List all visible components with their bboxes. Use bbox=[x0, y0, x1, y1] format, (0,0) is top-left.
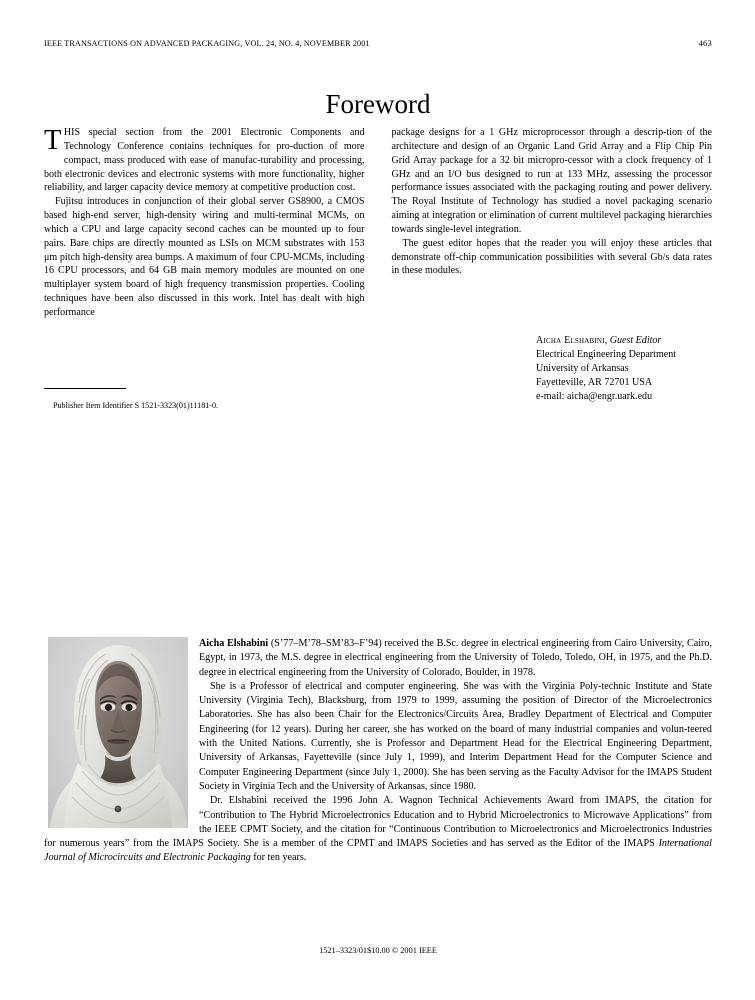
signature-department: Electrical Engineering Department bbox=[536, 349, 677, 361]
foreword-paragraph-4: The guest editor hopes that the reader you will enjoy these articles that demonstrate off-chip communication possibilities with several Gb/s data rates in these modules. bbox=[391, 237, 712, 277]
footnote-rule bbox=[44, 388, 126, 389]
foreword-column-right bbox=[392, 126, 713, 320]
signature-address: Fayetteville, AR 72701 USA bbox=[536, 377, 653, 389]
foreword-paragraph-1 bbox=[44, 126, 365, 195]
footnote-block bbox=[44, 388, 364, 411]
signature-email: e-mail: aicha@engr.uark.edu bbox=[536, 391, 653, 403]
page-content bbox=[44, 0, 712, 1000]
biography-paragraph-3-part-b: for ten years. bbox=[250, 852, 307, 864]
foreword-column-left bbox=[44, 126, 365, 320]
signature-block bbox=[536, 334, 755, 404]
signature-role: , Guest Editor bbox=[604, 335, 662, 346]
foreword-paragraph-1-text: HIS special section from the 2001 Electronic Components and Technology Conference contains techniques for pro-duction of more compact, mass produced with ease of manufac-turability and processing, both electronic devices and electronic systems with more functionality, higher reliability, and larger capacity device memory at competitive production cost. bbox=[44, 127, 365, 194]
publisher-item-identifier: Publisher Item Identifier S 1521-3323(01)11181-0. bbox=[53, 401, 219, 410]
biography-journal-title: International Journal of Microcircuits and Electronic Packaging bbox=[44, 838, 712, 864]
biography-author-name: Aicha Elshabini bbox=[199, 638, 269, 649]
biography-paragraph-2: She is a Professor of electrical and computer engineering. She was with the Virginia Poly-technic Institute and State University (Virginia Tech), Blacksburg, from 1979 to 1999, assuming the position of Director of the Microelectronics Laboratories. She has also been Chair for the Electronics/Circuits Area, Bradley Department of Electrical and Computer Engineering (for 12 years). During her career, she has worked on the board of many industrial companies and volun-teered with the United Nations. Currently, she is Professor and Department Head for the Electrical Engineering Department, University of Arkansas, Fayetteville (since July 1, 1999), and Interim Department Head for the Computer Science and Computer Engineering Department (since July 1, 2000). She has been serving as the Faculty Advisor for the IMAPS Student Society in Virginia Tech and the University of Arkansas, since 1980. bbox=[199, 680, 712, 792]
running-head bbox=[44, 38, 712, 48]
signature-name-line bbox=[536, 334, 755, 348]
foreword-paragraph-3: package designs for a 1 GHz microprocessor through a descrip-tion of the architecture and design of an Organic Land Grid Array and a Flip Chip Pin Grid Array package for a 32 bit micropro-cessor with a clock frequency of 1 GHz and an I/O bus designed to run at 133 MHz, assessing the processor performance issues associated with the packaging routing and power delivery. The Royal Institute of Technology has studied a novel packaging scenario aiming at integration or elimination of current multilevel packaging hierarchies towards single-level integration. bbox=[391, 127, 712, 235]
running-head-journal: IEEE TRANSACTIONS ON ADVANCED PACKAGING, VOL. 24, NO. 4, NOVEMBER 2001 bbox=[44, 39, 370, 48]
signature-name: Aicha Elshabini bbox=[536, 335, 605, 346]
foreword-paragraph-2: Fujitsu introduces in conjunction of their global server GS8900, a CMOS based high-end server, high-density wiring and multi-terminal MCMs, on which a CPU and large capacity second caches can be mounted up to four pairs. Bare chips are directly mounted as LSIs on MCM substrates with 153 μm pitch high-density area bumps. A maximum of four CPU-MCMs, including 16 CPU processors, and 64 GB main memory modules are mounted on one multiplayer system board of high frequency transmission properties. Cooling techniques have been also discussed in this work. Intel has dealt with high performance bbox=[44, 196, 365, 318]
biography-block bbox=[44, 637, 712, 866]
biography-paragraph-3-part-a: Dr. Elshabini received the 1996 John A. Wagnon Technical Achievements Award from IMAPS, the citation for “Contribution to The Hybrid Microelectronics Education and to Hybrid Microelectronics to Microwave Applications” from the IEEE CPMT Society, and the citation for “Continuous Contribution to Microelectronics and Microelectronics Industries for numerous years” from the IMAPS Society. She is a member of the CPMT and IMAPS Societies and has served as the Editor of the IMAPS bbox=[44, 795, 712, 850]
signature-university: University of Arkansas bbox=[536, 363, 629, 375]
drop-cap: T bbox=[44, 125, 62, 156]
copyright-footer: 1521–3323/01$10.00 © 2001 IEEE bbox=[319, 946, 437, 955]
biography-paragraph-1-text: (S’77–M’78–SM’83–F’94) received the B.Sc. degree in electrical engineering from Cairo University, Cairo, Egypt, in 1973, the M.S. degree in electrical engineering from the University of Toledo, Toledo, OH, in 1975, and the Ph.D. degree in electrical engineering from the University of Colorado, Boulder, in 1978. bbox=[199, 638, 712, 678]
portrait-graphic bbox=[48, 637, 188, 828]
page-folio-number: 463 bbox=[698, 38, 712, 48]
page-title: Foreword bbox=[325, 89, 431, 120]
author-portrait-photo bbox=[48, 637, 188, 828]
foreword-columns bbox=[44, 126, 712, 320]
